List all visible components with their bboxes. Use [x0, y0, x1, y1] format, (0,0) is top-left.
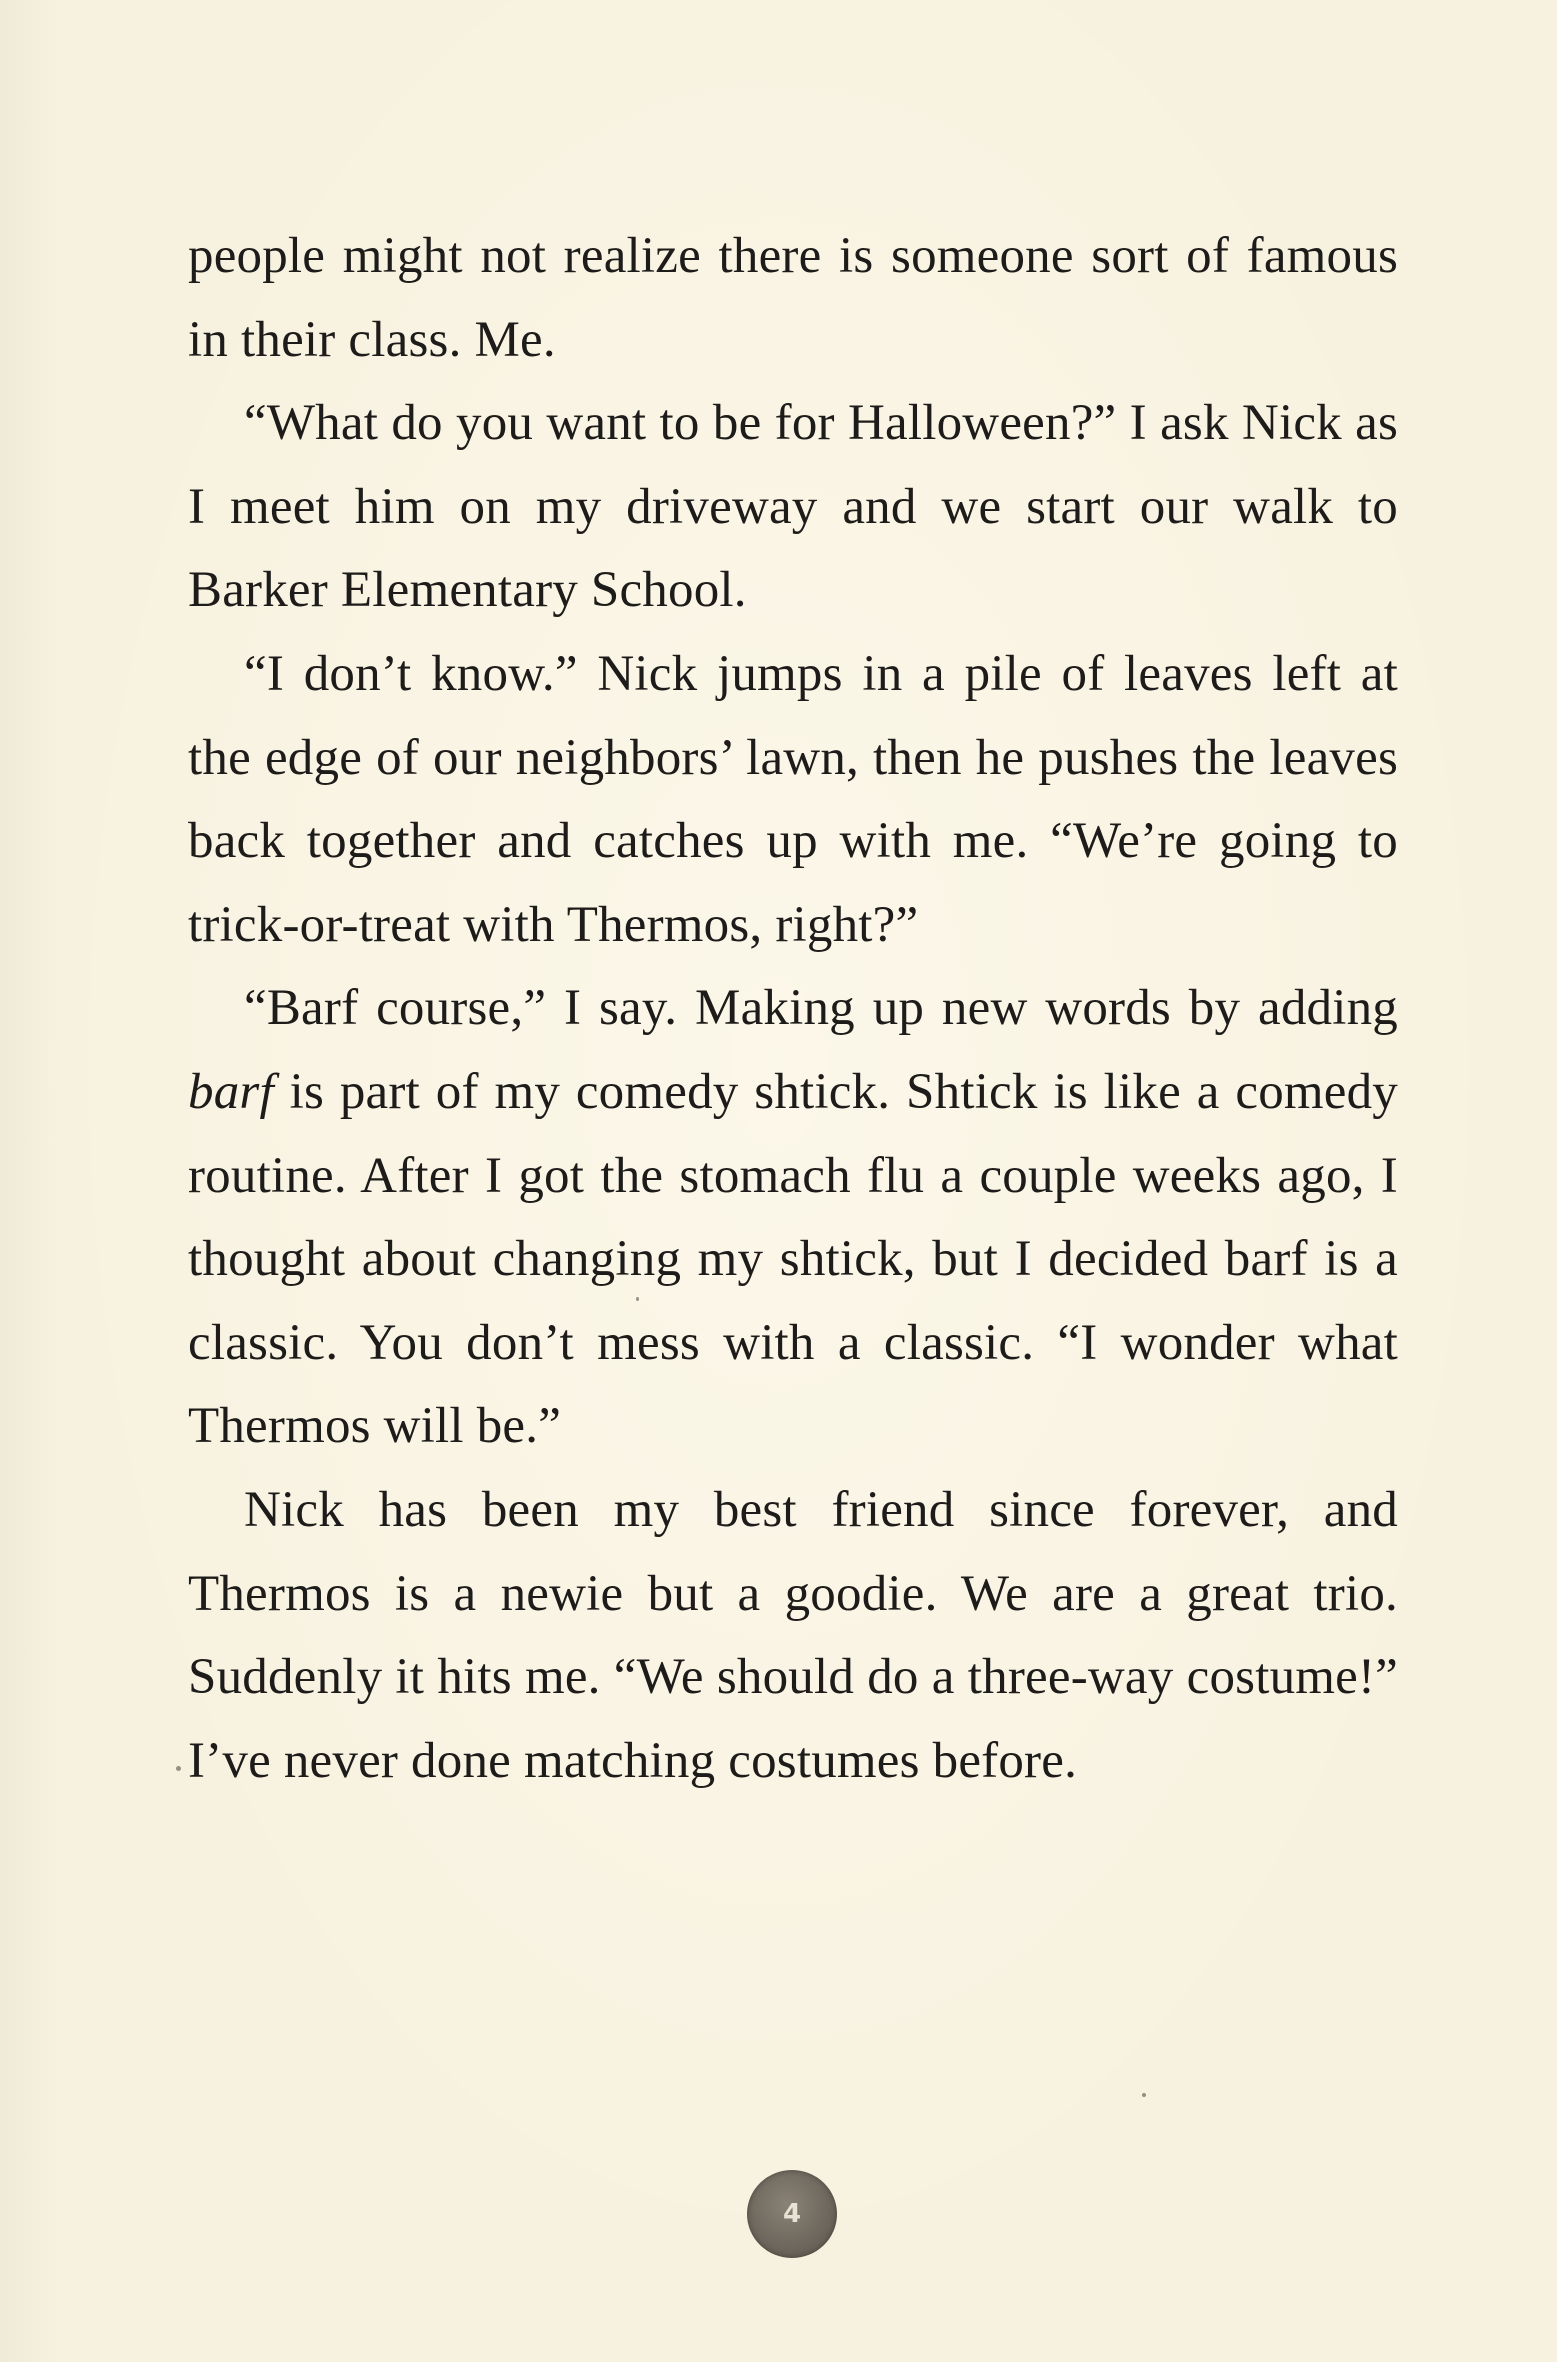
paragraph-5: Nick has been my best friend since forever, and Thermos is a newie but a goodie. We are a great trio. Suddenly it hits me. “We should do a three-way costume!” I’ve never done matching costumes before. [188, 1481, 1398, 1789]
paragraph-4 [188, 967, 1398, 1469]
paragraph-4-italic-word: barf [188, 1063, 274, 1120]
paragraph-1: people might not realize there is someone sort of famous in their class. Me. [188, 228, 1398, 368]
print-speck [176, 1766, 181, 1771]
print-speck [1142, 2093, 1146, 2097]
body-text [188, 215, 1398, 1803]
print-speck [636, 1297, 639, 1301]
paragraph-2: “What do you want to be for Halloween?” I ask Nick as I meet him on my driveway and we start our walk to Barker Elementary School. [188, 395, 1398, 619]
paragraph-3: “I don’t know.” Nick jumps in a pile of leaves left at the edge of our neighbors’ lawn, then he pushes the leaves back together and catches up with me. “We’re going to trick-or-treat with Thermos, right?” [188, 645, 1398, 953]
paragraph-4-before: “Barf course,” I say. Making up new words by adding [244, 980, 1398, 1037]
paragraph-4-after: is part of my comedy shtick. Shtick is like a comedy routine. After I got the stomach flu a couple weeks ago, I thought about changing my shtick, but I decided barf is a classic. You don’t mess with a classic. “I wonder what Thermos will be.” [188, 1063, 1398, 1455]
page-number: 4 [782, 2199, 802, 2229]
page-number-badge [747, 2170, 837, 2258]
